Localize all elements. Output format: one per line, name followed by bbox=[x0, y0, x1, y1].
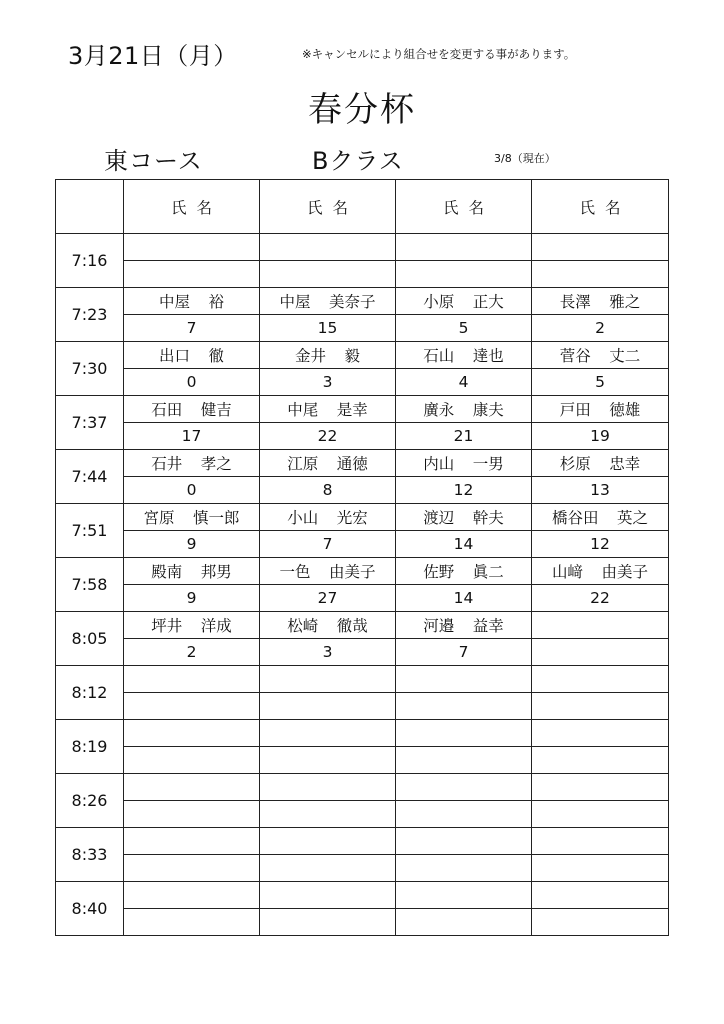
player-name-cell bbox=[124, 828, 260, 855]
player-name-cell bbox=[532, 234, 669, 261]
player-handicap-cell: 9 bbox=[124, 531, 260, 558]
player-handicap-cell: 5 bbox=[396, 315, 532, 342]
player-family-name: 一色 bbox=[279, 563, 311, 581]
table-row-names bbox=[56, 288, 669, 315]
player-family-name: 中屋 bbox=[279, 293, 311, 311]
player-handicap-cell bbox=[532, 909, 669, 936]
player-handicap-cell bbox=[396, 855, 532, 882]
player-handicap-cell bbox=[532, 261, 669, 288]
player-handicap-cell bbox=[532, 693, 669, 720]
tee-time-cell: 7:37 bbox=[56, 396, 124, 450]
player-family-name: 杉原 bbox=[559, 455, 591, 473]
player-handicap-cell: 0 bbox=[124, 477, 260, 504]
player-family-name: 石田 bbox=[151, 401, 183, 419]
player-name-cell bbox=[124, 666, 260, 693]
player-name-cell bbox=[396, 342, 532, 369]
player-name-cell bbox=[396, 720, 532, 747]
player-handicap-cell: 13 bbox=[532, 477, 669, 504]
player-given-name: 英之 bbox=[617, 509, 649, 527]
player-name-cell bbox=[396, 882, 532, 909]
player-name-cell bbox=[396, 666, 532, 693]
cancellation-note: ※キャンセルにより組合せを変更する事があります。 bbox=[302, 47, 576, 61]
player-given-name: 忠幸 bbox=[609, 455, 641, 473]
player-name-cell bbox=[124, 720, 260, 747]
name-column-header: 氏名 bbox=[532, 180, 669, 234]
table-row-scores bbox=[56, 531, 669, 558]
player-family-name: 坪井 bbox=[151, 617, 183, 635]
player-family-name: 中尾 bbox=[287, 401, 319, 419]
player-handicap-cell: 14 bbox=[396, 531, 532, 558]
player-given-name: 徳雄 bbox=[609, 401, 641, 419]
player-family-name: 石井 bbox=[151, 455, 183, 473]
player-given-name: 是幸 bbox=[336, 401, 368, 419]
player-name-cell bbox=[260, 720, 396, 747]
player-name-cell bbox=[396, 504, 532, 531]
player-given-name: 丈二 bbox=[609, 347, 641, 365]
player-handicap-cell: 22 bbox=[532, 585, 669, 612]
player-handicap-cell bbox=[124, 855, 260, 882]
tee-time-table bbox=[55, 179, 669, 936]
player-handicap-cell bbox=[260, 261, 396, 288]
player-handicap-cell bbox=[396, 909, 532, 936]
player-name-cell bbox=[124, 234, 260, 261]
player-name-cell bbox=[124, 450, 260, 477]
player-given-name: 毅 bbox=[344, 347, 361, 365]
player-name-cell bbox=[260, 774, 396, 801]
player-family-name: 佐野 bbox=[423, 563, 455, 581]
table-row-names bbox=[56, 882, 669, 909]
player-family-name: 廣永 bbox=[423, 401, 455, 419]
table-row-scores bbox=[56, 855, 669, 882]
player-given-name: 健吉 bbox=[200, 401, 232, 419]
player-name-cell bbox=[532, 558, 669, 585]
table-row-scores bbox=[56, 693, 669, 720]
player-given-name: 由美子 bbox=[329, 563, 376, 581]
player-handicap-cell bbox=[260, 909, 396, 936]
player-name-cell bbox=[532, 342, 669, 369]
table-header-row bbox=[56, 180, 669, 234]
player-given-name: 洋成 bbox=[200, 617, 232, 635]
player-handicap-cell bbox=[396, 801, 532, 828]
player-family-name: 小原 bbox=[423, 293, 455, 311]
tee-time-cell: 8:12 bbox=[56, 666, 124, 720]
table-row-names bbox=[56, 342, 669, 369]
table-row-names bbox=[56, 450, 669, 477]
player-given-name: 孝之 bbox=[200, 455, 232, 473]
player-family-name: 松崎 bbox=[287, 617, 319, 635]
player-name-cell bbox=[124, 288, 260, 315]
player-name-cell bbox=[396, 288, 532, 315]
player-name-cell bbox=[396, 234, 532, 261]
tee-time-cell: 8:05 bbox=[56, 612, 124, 666]
player-family-name: 石山 bbox=[423, 347, 455, 365]
as-of-date: 3/8（現在） bbox=[494, 152, 556, 165]
player-name-cell bbox=[532, 504, 669, 531]
player-name-cell bbox=[260, 396, 396, 423]
player-given-name: 通徳 bbox=[336, 455, 368, 473]
table-row-scores bbox=[56, 477, 669, 504]
player-handicap-cell: 7 bbox=[260, 531, 396, 558]
player-name-cell bbox=[396, 828, 532, 855]
player-family-name: 渡辺 bbox=[423, 509, 455, 527]
player-given-name: 裕 bbox=[208, 293, 225, 311]
table-row-scores bbox=[56, 909, 669, 936]
player-handicap-cell: 2 bbox=[532, 315, 669, 342]
player-handicap-cell: 14 bbox=[396, 585, 532, 612]
player-handicap-cell: 9 bbox=[124, 585, 260, 612]
player-given-name: 光宏 bbox=[336, 509, 368, 527]
table-row-names bbox=[56, 612, 669, 639]
time-header-cell bbox=[56, 180, 124, 234]
player-given-name: 達也 bbox=[472, 347, 504, 365]
player-name-cell bbox=[260, 828, 396, 855]
player-handicap-cell bbox=[532, 747, 669, 774]
player-name-cell bbox=[532, 612, 669, 639]
player-family-name: 内山 bbox=[423, 455, 455, 473]
player-family-name: 山﨑 bbox=[551, 563, 583, 581]
player-name-cell bbox=[532, 828, 669, 855]
tee-time-cell: 8:40 bbox=[56, 882, 124, 936]
player-given-name: 一男 bbox=[472, 455, 504, 473]
player-name-cell bbox=[396, 450, 532, 477]
table-row-scores bbox=[56, 369, 669, 396]
class-name: Bクラス bbox=[312, 147, 404, 175]
player-given-name: 徹哉 bbox=[336, 617, 368, 635]
table-body bbox=[56, 234, 669, 936]
table-row-scores bbox=[56, 423, 669, 450]
player-name-cell bbox=[532, 288, 669, 315]
player-name-cell bbox=[532, 774, 669, 801]
table-row-names bbox=[56, 720, 669, 747]
table-row-scores bbox=[56, 801, 669, 828]
player-given-name: 邦男 bbox=[200, 563, 232, 581]
player-handicap-cell bbox=[260, 801, 396, 828]
page-title: 春分杯 bbox=[308, 90, 416, 130]
player-handicap-cell bbox=[124, 801, 260, 828]
player-name-cell bbox=[260, 504, 396, 531]
player-given-name: 美奈子 bbox=[329, 293, 376, 311]
player-given-name: 康夫 bbox=[472, 401, 504, 419]
player-name-cell bbox=[396, 396, 532, 423]
player-family-name: 戸田 bbox=[559, 401, 591, 419]
player-given-name: 眞二 bbox=[472, 563, 504, 581]
table-row-names bbox=[56, 396, 669, 423]
table-row-names bbox=[56, 504, 669, 531]
table-row-names bbox=[56, 774, 669, 801]
player-name-cell bbox=[532, 396, 669, 423]
player-name-cell bbox=[532, 450, 669, 477]
tee-time-cell: 7:51 bbox=[56, 504, 124, 558]
player-handicap-cell: 3 bbox=[260, 639, 396, 666]
player-name-cell bbox=[260, 882, 396, 909]
player-name-cell bbox=[124, 396, 260, 423]
player-name-cell bbox=[124, 882, 260, 909]
player-family-name: 金井 bbox=[294, 347, 326, 365]
player-given-name: 雅之 bbox=[609, 293, 641, 311]
player-name-cell bbox=[396, 612, 532, 639]
tee-time-cell: 7:23 bbox=[56, 288, 124, 342]
player-handicap-cell bbox=[260, 693, 396, 720]
player-name-cell bbox=[124, 504, 260, 531]
player-handicap-cell bbox=[532, 801, 669, 828]
tee-time-cell: 7:16 bbox=[56, 234, 124, 288]
tee-time-cell: 7:30 bbox=[56, 342, 124, 396]
player-given-name: 幹夫 bbox=[472, 509, 504, 527]
player-handicap-cell: 22 bbox=[260, 423, 396, 450]
player-family-name: 出口 bbox=[158, 347, 190, 365]
player-given-name: 益幸 bbox=[472, 617, 504, 635]
event-date: 3月21日（月） bbox=[68, 42, 238, 70]
player-given-name: 慎一郎 bbox=[193, 509, 240, 527]
player-handicap-cell: 0 bbox=[124, 369, 260, 396]
player-name-cell bbox=[124, 612, 260, 639]
player-name-cell bbox=[124, 342, 260, 369]
name-column-header: 氏名 bbox=[260, 180, 396, 234]
player-family-name: 江原 bbox=[287, 455, 319, 473]
table-row-names bbox=[56, 666, 669, 693]
player-handicap-cell bbox=[124, 261, 260, 288]
player-handicap-cell bbox=[260, 747, 396, 774]
player-family-name: 中屋 bbox=[158, 293, 190, 311]
player-handicap-cell: 27 bbox=[260, 585, 396, 612]
player-family-name: 長澤 bbox=[559, 293, 591, 311]
player-handicap-cell: 12 bbox=[532, 531, 669, 558]
tee-time-cell: 8:19 bbox=[56, 720, 124, 774]
player-handicap-cell: 3 bbox=[260, 369, 396, 396]
player-name-cell bbox=[260, 234, 396, 261]
table-row-names bbox=[56, 828, 669, 855]
player-handicap-cell: 17 bbox=[124, 423, 260, 450]
tee-time-cell: 7:58 bbox=[56, 558, 124, 612]
player-handicap-cell bbox=[260, 855, 396, 882]
player-given-name: 徹 bbox=[208, 347, 225, 365]
player-handicap-cell bbox=[124, 747, 260, 774]
player-name-cell bbox=[260, 288, 396, 315]
player-handicap-cell bbox=[396, 261, 532, 288]
player-handicap-cell: 7 bbox=[396, 639, 532, 666]
player-handicap-cell bbox=[124, 909, 260, 936]
player-handicap-cell bbox=[396, 693, 532, 720]
tee-time-cell: 8:26 bbox=[56, 774, 124, 828]
player-handicap-cell: 4 bbox=[396, 369, 532, 396]
player-family-name: 橋谷田 bbox=[551, 509, 599, 527]
player-handicap-cell bbox=[532, 855, 669, 882]
player-handicap-cell: 12 bbox=[396, 477, 532, 504]
player-handicap-cell: 8 bbox=[260, 477, 396, 504]
player-name-cell bbox=[124, 774, 260, 801]
table-row-scores bbox=[56, 585, 669, 612]
player-handicap-cell: 15 bbox=[260, 315, 396, 342]
table-row-scores bbox=[56, 261, 669, 288]
table-row-names bbox=[56, 234, 669, 261]
table-row-scores bbox=[56, 747, 669, 774]
course-name: 東コース bbox=[104, 147, 203, 175]
table-row-scores bbox=[56, 639, 669, 666]
player-name-cell bbox=[532, 666, 669, 693]
player-handicap-cell: 2 bbox=[124, 639, 260, 666]
player-given-name: 正大 bbox=[472, 293, 504, 311]
player-handicap-cell: 7 bbox=[124, 315, 260, 342]
table-row-names bbox=[56, 558, 669, 585]
player-name-cell bbox=[260, 450, 396, 477]
player-name-cell bbox=[532, 720, 669, 747]
tee-time-cell: 8:33 bbox=[56, 828, 124, 882]
player-name-cell bbox=[260, 612, 396, 639]
player-name-cell bbox=[396, 774, 532, 801]
player-handicap-cell bbox=[532, 639, 669, 666]
player-name-cell bbox=[532, 882, 669, 909]
player-family-name: 殿南 bbox=[151, 563, 183, 581]
player-family-name: 河邉 bbox=[423, 617, 455, 635]
player-handicap-cell: 19 bbox=[532, 423, 669, 450]
name-column-header: 氏名 bbox=[124, 180, 260, 234]
player-name-cell bbox=[260, 666, 396, 693]
player-name-cell bbox=[396, 558, 532, 585]
player-name-cell bbox=[260, 558, 396, 585]
player-given-name: 由美子 bbox=[601, 563, 649, 581]
player-name-cell bbox=[124, 558, 260, 585]
player-handicap-cell bbox=[124, 693, 260, 720]
player-family-name: 小山 bbox=[287, 509, 319, 527]
player-family-name: 宮原 bbox=[143, 509, 175, 527]
player-handicap-cell: 5 bbox=[532, 369, 669, 396]
player-name-cell bbox=[260, 342, 396, 369]
player-handicap-cell: 21 bbox=[396, 423, 532, 450]
player-family-name: 菅谷 bbox=[559, 347, 591, 365]
player-handicap-cell bbox=[396, 747, 532, 774]
table-row-scores bbox=[56, 315, 669, 342]
tee-time-cell: 7:44 bbox=[56, 450, 124, 504]
name-column-header: 氏名 bbox=[396, 180, 532, 234]
